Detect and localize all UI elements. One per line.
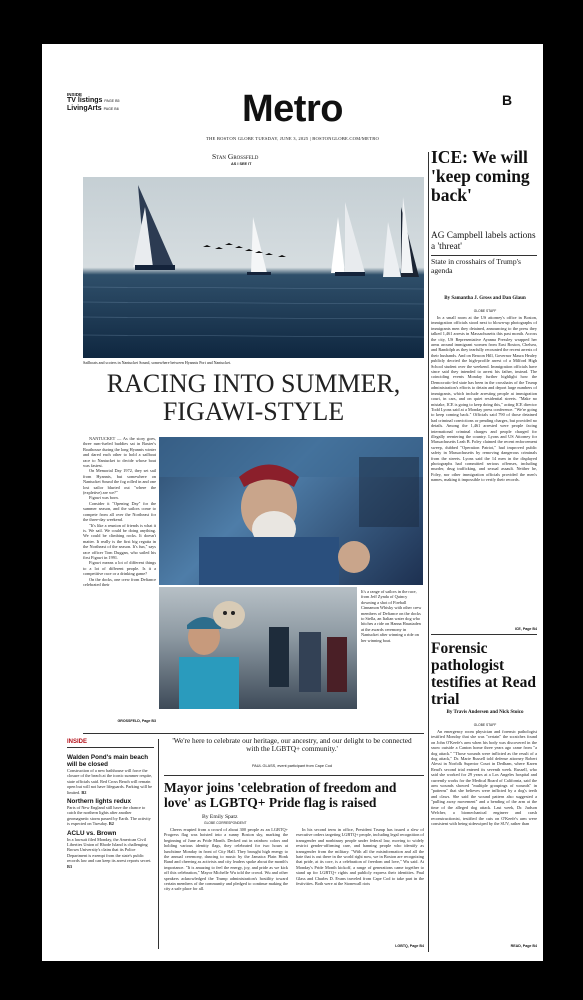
- inside-box: [67, 739, 154, 869]
- column-rule: [158, 739, 159, 949]
- lead-paragraph: "It's like a reunion of friends is what it is. We sail. We could be doing anything. We could be climbing rocks. It doesn't matter. It really is the first big regatta in the Northeast of the season. It's fun," says race officer Tom Duggan, who sailed his first Figawi in 1991.: [83, 522, 156, 560]
- ice-deck-divider: [431, 255, 537, 256]
- inside-index-label: INSIDE: [67, 92, 83, 97]
- side-photo-caption: It's a range of sailors in the race, from Jeff Zynda of Quincy downing a shot of Fireball Cinnamon Whisky with other crew members of Defiance on the docks to Stella, an Italian water dog who hitches a ride on Hanna Haustaden at the awards ceremony in Nantucket after winning a ride on her winning boat.: [361, 589, 422, 643]
- living-arts-label[interactable]: LivingArts: [67, 105, 102, 112]
- pride-column-1: Cheers erupted from a crowd of about 300 people as an LGBTQ+ Progress flag was hoisted into a sunny Boston sky, marking the beginning of June as Pride Month. Decked out in rainbow colors and holding various identity flags, they celebrated for two hours at lunchtime Monday in front of City Hall. They brought high energy to the annual ceremony, dancing to music by the Jamaica Plain Honk Band and cheering as activists and city leaders spoke about the month's importance. "It is amazing to feel the energy, joy, and pride as we kick off this celebration," Mayor Michelle Wu told the crowd. Wu and other speakers acknowledged the Trump administration's hostility toward certain members of the community and pledged to continue making the city a safe place for all.: [164, 827, 288, 892]
- tv-listings-page: PAGE B5: [104, 99, 120, 103]
- right-column-rule: [428, 152, 429, 952]
- pride-byline-sub: GLOBE CORRESPONDENT: [204, 821, 247, 825]
- ice-byline: By Samantha J. Gross and Dan Glaun: [444, 296, 526, 301]
- lead-paragraph: On Memorial Day 1972, they set sail from Hyannis, but somewhere on Nantucket Sound the fog rolled in and one lost sailor blurted out "where the (expletive) are we?": [83, 468, 156, 496]
- ice-headline: ICE: We will 'keep coming back': [431, 147, 530, 205]
- sailor-drinking-illustration: [159, 437, 423, 585]
- lead-headline: [83, 370, 424, 426]
- ice-body: In a small room at the US attorney's office in Boston, immigration officials stood next to blown-up photographs of immigrants men they detained, announcing to the press they talked 1,461 arrests in Massachusetts this past month. Across the city, US Representative Ayanna Pressley wrapped her arms around immigrant women from East Boston, Chelsea, and Randolph as they tearfully recounted the recent arrests of their husbands. And on Beacon Hill, Governor Maura Healey publicly decried the high-profile arrest of a Milford High School student over the weekend. Immigration officials have since said they intended to arrest his father, instead. The coinciding events Monday further highlight how the Democratic-led state has been in the crosshairs of the Trump administration's efforts to detain and deport large numbers of immigrants, which include arresting people at immigration court, in cars, and on quiet residential streets. "Make no mistake, ICE is going to keep doing this," acting ICE director Todd Lyons said at a Monday press conference. "We're going to keep coming back." Officials said 790 of those detained had criminal convictions or pending charges, but provided no details. Among the 1,461 arrested were people facing international criminal charges and people charged for illegally reentering the country. Lyons and US Attorney for Massachusetts Leah B. Foley claimed the recent enforcement sweep, dubbed "Operation Patriot," had improved public safety in Massachusetts by removing dangerous criminals from the streets. Lyons said the 14 men in the displayed photographs had committed serious offenses, including murder, drug trafficking, and sexual assault. Neither he, Foley, nor other immigration officials provided the men's names, making it impossible to verify their records.: [431, 315, 537, 483]
- lead-paragraph: Consider it "Opening Day" for the summer season, and the sailors come to compete from all over the Northeast for the three-day weekend.: [83, 500, 156, 523]
- pride-headline: Mayor joins 'celebration of freedom and love' as LGBTQ+ Pride flag is raised: [164, 780, 397, 810]
- lead-jump[interactable]: GROSSFELD, Page B3: [117, 719, 156, 723]
- inside-item-text: Construction of a new bathhouse will force the closure of the beach at the iconic summer respite, state officials said. Red Cross Beach will remain open but will not have lifeguards. Parking will be limited. B2: [67, 768, 153, 795]
- pride-quote-attribution: PAUL GLASS, event participant from Cape Cod: [252, 764, 332, 768]
- lead-paragraph: Figawi means a lot of different things to a lot of different people. Is it a competitive race or a drinking game?: [83, 560, 156, 577]
- woman-with-dog-illustration: [159, 587, 357, 709]
- lead-headline-line1: RACING INTO SUMMER,: [106, 369, 401, 398]
- section-letter: B: [502, 92, 513, 108]
- pride-divider: [164, 775, 424, 776]
- newspaper-page: [42, 44, 543, 961]
- forensic-byline: By Travis Andersen and Nick Stoico: [446, 710, 524, 715]
- pride-column-2: In his second term in office, President Trump has issued a slew of executive orders targeting LGBTQ+ people, including legal recognition of transgender and nonbinary people under federal law, moving to widely restrict gender-affirming care, and banning people who identify as transgender from the military. "With all the misinformation and all the hate that is out there in the world right now, we in Boston are recognizing that pride, at its core, is a celebration of freedom and love," Wu said. At Monday's Pride Month kickoff, a range of generations came together to stand up for LGBTQ+ rights and publicly express their identities. Paul Glass and Charles D. Evans traveled from Cape Cod to take part in the festivities. Both were at the Stonewall riots: [296, 827, 424, 887]
- right-section-divider: [431, 634, 537, 635]
- pride-byline: By Emily Spatz: [202, 814, 238, 820]
- inside-item-headline[interactable]: ACLU vs. Brown: [67, 829, 117, 837]
- lead-paragraph: Figawi was born.: [89, 495, 119, 501]
- lead-byline-sub: AS I SEE IT: [231, 162, 252, 166]
- lead-byline: Stan Grossfeld: [212, 152, 259, 161]
- ice-jump[interactable]: ICE, Page B4: [514, 627, 537, 631]
- forensic-headline: Forensic pathologist testifies at Read trial: [431, 640, 537, 708]
- inside-item-page[interactable]: B2: [81, 789, 87, 795]
- sailboats-photo: [83, 177, 424, 358]
- sailors-photo: [159, 437, 423, 585]
- dog-photo: [159, 587, 357, 709]
- inside-item-page[interactable]: B3: [67, 863, 73, 869]
- lead-body: [83, 436, 156, 716]
- ice-deck-1: AG Campbell labels actions a 'threat': [431, 231, 536, 252]
- forensic-byline-sub: GLOBE STAFF: [473, 723, 497, 727]
- section-title: Metro: [242, 88, 343, 130]
- pride-quote: 'We're here to celebrate our heritage, our ancestry, and our delight to be connected with the LGBTQ+ community.': [172, 736, 412, 754]
- ice-byline-sub: GLOBE STAFF: [473, 309, 497, 313]
- lead-headline-line2: FIGAWI-STYLE: [162, 397, 345, 426]
- inside-item-text: In a lawsuit filed Monday, the American Civil Liberties Union of Rhode Island is challenging Brown University's claim that its Police Department is exempt from the state's public records law and can keep its arrest reports secret. B3: [67, 836, 152, 869]
- pride-jump[interactable]: LGBTQ, Page B4: [395, 944, 424, 948]
- inside-item-headline[interactable]: Northern lights redux: [67, 798, 132, 806]
- inside-box-label: INSIDE: [67, 739, 154, 748]
- inside-item-headline[interactable]: Walden Pond's main beach will be closed: [67, 754, 149, 768]
- inside-item-text: Parts of New England still have the chance to catch the northern lights after another geomagnetic storm passed by Earth. The activity is expected on Tuesday. B2: [67, 805, 151, 827]
- living-arts-page: PAGE B6: [103, 107, 119, 111]
- forensic-body: An emergency room physician and forensic pathologist testified Monday that she was "certain" the scratches found on John O'Keefe's arm when his body was discovered in the snow outside a Canton home three years ago came from "a dog attack." "Those wounds were inflicted as the result of a dog attack," Dr. Marie Russell told defense attorney Robert Alessi in Norfolk Superior Court in Dedham, where Karen Read's second trial entered its seventh week. Russell, who said she worked for 29 years at a Los Angeles hospital and currently works for the Medical Board of California, said the arm wounds showed "multiple groupings of wounds" in "patterns" that she believes were inflicted by a dog's teeth and claws. She said the wound pattern also suggested a "pulling away movement" and a bending of the arm at the time of the alleged dog attack. Last week, Dr. Judson Welcher, a biomechanical engineer and crash reconstructionist, testified the cuts on O'Keefe's arm were consistent with being sideswiped by the SUV, rather than: [431, 729, 537, 826]
- lead-photo-caption: Sailboats and scoters in Nantucket Sound, somewhere between Hyannis Port and Nantucket.: [83, 360, 232, 365]
- inside-item-page[interactable]: B2: [108, 821, 114, 827]
- forensic-jump[interactable]: READ, Page B4: [510, 944, 537, 948]
- section-divider: [83, 733, 424, 734]
- lead-paragraph: On the docks, one crew from Defiance celebrated their: [83, 576, 156, 587]
- tv-listings-label[interactable]: TV listings: [67, 97, 103, 104]
- dateline: THE BOSTON GLOBE TUESDAY, JUNE 3, 2025 | BOSTONGLOBE.COM/METRO: [206, 136, 379, 141]
- ice-deck-2: State in crosshairs of Trump's agenda: [431, 257, 521, 275]
- sailboats-illustration: [83, 177, 424, 358]
- lead-paragraph: NANTUCKET — As the story goes, three rum-fueled buddies sat in Baxter's Boathouse during the long Hyannis winter and dared each other to hold a sailboat race to Nantucket to decide whose boat was fastest.: [83, 436, 156, 469]
